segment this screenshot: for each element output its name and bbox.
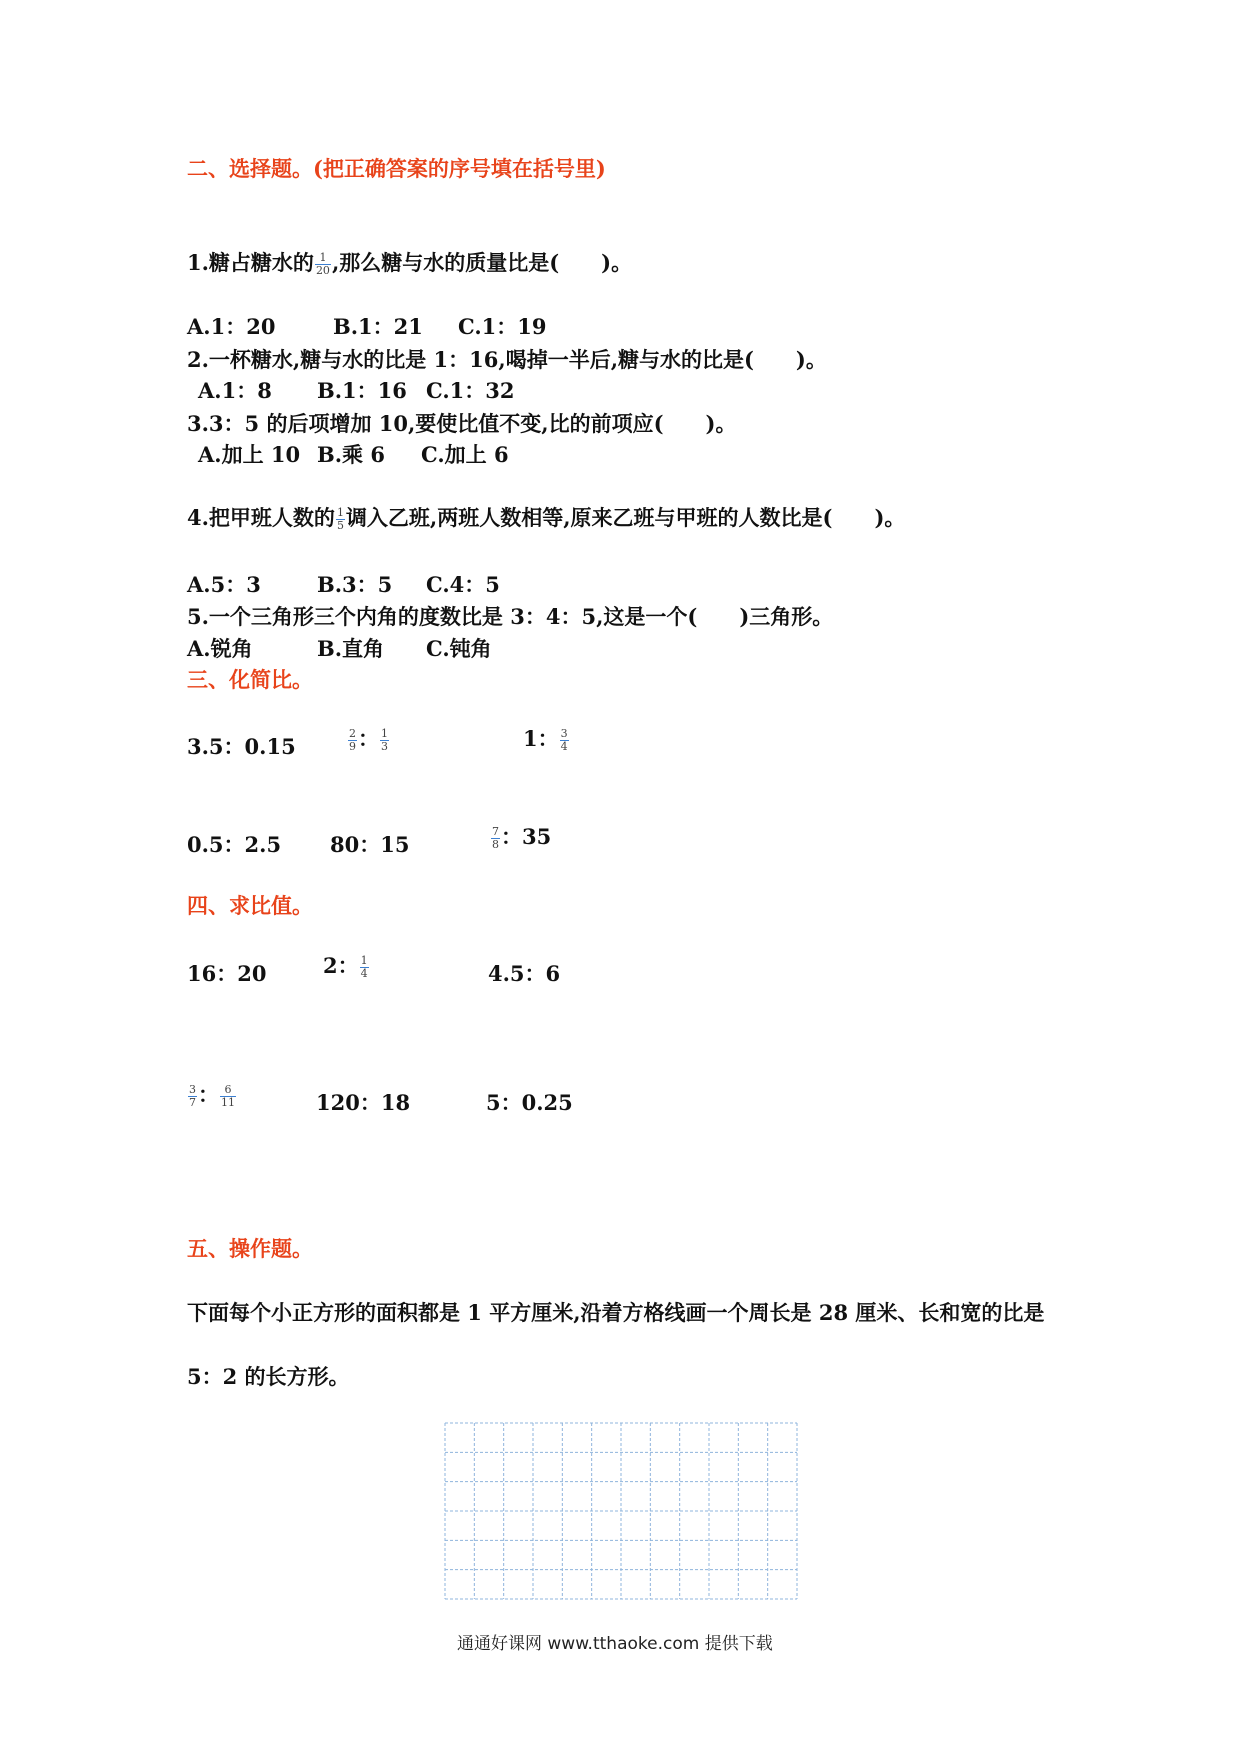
simplify-expr-5: 80：15	[330, 832, 410, 857]
fraction-denominator: 7	[189, 1096, 196, 1109]
question-4-fraction	[336, 507, 345, 532]
question-2-option-a: A.1：8	[198, 378, 272, 403]
simplify-expr-6	[490, 824, 551, 851]
question-1	[187, 250, 632, 277]
question-1-pre: 1.糖占糖水的	[187, 250, 314, 275]
fraction-numerator: 1	[381, 727, 388, 740]
fraction-numerator: 3	[560, 727, 568, 740]
question-1-option-c: C.1：19	[458, 314, 547, 339]
section-title-operation: 五、操作题。	[187, 1236, 313, 1261]
fraction-numerator: 6	[224, 1083, 232, 1096]
square-grid[interactable]	[444, 1422, 798, 1600]
ratio-separator: ：	[358, 726, 379, 751]
simplify-expr-1: 3.5：0.15	[187, 734, 296, 759]
ratio-suffix: ：35	[501, 824, 552, 849]
fraction-numerator: 1	[336, 506, 344, 519]
fraction	[220, 1084, 236, 1109]
ratio-value-expr-5: 120：18	[316, 1090, 411, 1115]
ratio-value-expr-4	[187, 1082, 237, 1109]
question-4-pre: 4.把甲班人数的	[187, 505, 335, 530]
question-1-fraction	[315, 252, 331, 277]
question-4-option-c: C.4：5	[426, 572, 500, 597]
simplify-expr-4: 0.5：2.5	[187, 832, 282, 857]
fraction-denominator: 20	[315, 264, 330, 277]
fraction	[560, 728, 569, 753]
question-1-option-a: A.1：20	[187, 314, 276, 339]
fraction-denominator: 8	[492, 838, 499, 851]
fraction	[491, 826, 500, 851]
fraction-numerator: 1	[360, 954, 368, 967]
ratio-prefix: 1：	[523, 726, 559, 751]
question-4-option-b: B.3：5	[317, 572, 393, 597]
fraction	[380, 728, 389, 753]
question-1-post: ,那么糖与水的质量比是( )。	[331, 250, 633, 275]
question-2: 2.一杯糖水,糖与水的比是 1：16,喝掉一半后,糖与水的比是( )。	[187, 347, 827, 372]
question-3-option-c: C.加上 6	[421, 442, 509, 467]
question-2-option-c: C.1：32	[426, 378, 515, 403]
fraction-denominator: 11	[221, 1096, 235, 1109]
section-title-simplify: 三、化简比。	[187, 667, 313, 692]
fraction-denominator: 3	[381, 740, 388, 753]
fraction-denominator: 4	[560, 740, 568, 753]
fraction-denominator: 4	[360, 967, 368, 980]
simplify-expr-2	[347, 726, 390, 753]
ratio-value-expr-1: 16：20	[187, 961, 267, 986]
question-4-post: 调入乙班,两班人数相等,原来乙班与甲班的人数比是( )。	[345, 505, 906, 530]
fraction	[348, 728, 357, 753]
fraction-numerator: 3	[189, 1083, 196, 1096]
footer-download-note: 通通好课网 www.tthaoke.com 提供下载	[457, 1634, 773, 1654]
question-3: 3.3：5 的后项增加 10,要使比值不变,比的前项应( )。	[187, 411, 737, 436]
question-5-option-c: C.钝角	[426, 636, 492, 661]
question-5: 5.一个三角形三个内角的度数比是 3：4：5,这是一个( )三角形。	[187, 604, 834, 629]
fraction	[360, 955, 369, 980]
question-5-option-b: B.直角	[317, 636, 385, 661]
fraction-denominator: 5	[336, 519, 344, 532]
fraction-numerator: 1	[319, 251, 327, 264]
fraction-denominator: 9	[349, 740, 356, 753]
question-4	[187, 505, 905, 532]
question-2-option-b: B.1：16	[317, 378, 407, 403]
fraction-numerator: 2	[349, 727, 356, 740]
operation-text-line-1: 下面每个小正方形的面积都是 1 平方厘米,沿着方格线画一个周长是 28 厘米、长和宽的比是	[187, 1300, 1045, 1325]
section-title-ratio-value: 四、求比值。	[187, 893, 313, 918]
question-1-option-b: B.1：21	[333, 314, 423, 339]
ratio-value-expr-2	[323, 953, 370, 980]
ratio-value-expr-3: 4.5：6	[488, 961, 561, 986]
ratio-separator: ：	[198, 1082, 219, 1107]
question-3-option-a: A.加上 10	[198, 442, 301, 467]
fraction	[188, 1084, 197, 1109]
question-3-option-b: B.乘 6	[317, 442, 385, 467]
fraction-numerator: 7	[492, 825, 499, 838]
ratio-prefix: 2：	[323, 953, 359, 978]
section-title-choice: 二、选择题。(把正确答案的序号填在括号里)	[187, 156, 606, 181]
ratio-value-expr-6: 5：0.25	[486, 1090, 573, 1115]
question-5-option-a: A.锐角	[187, 636, 253, 661]
operation-text-line-2: 5：2 的长方形。	[187, 1364, 350, 1389]
simplify-expr-3	[523, 726, 570, 753]
question-4-option-a: A.5：3	[187, 572, 261, 597]
